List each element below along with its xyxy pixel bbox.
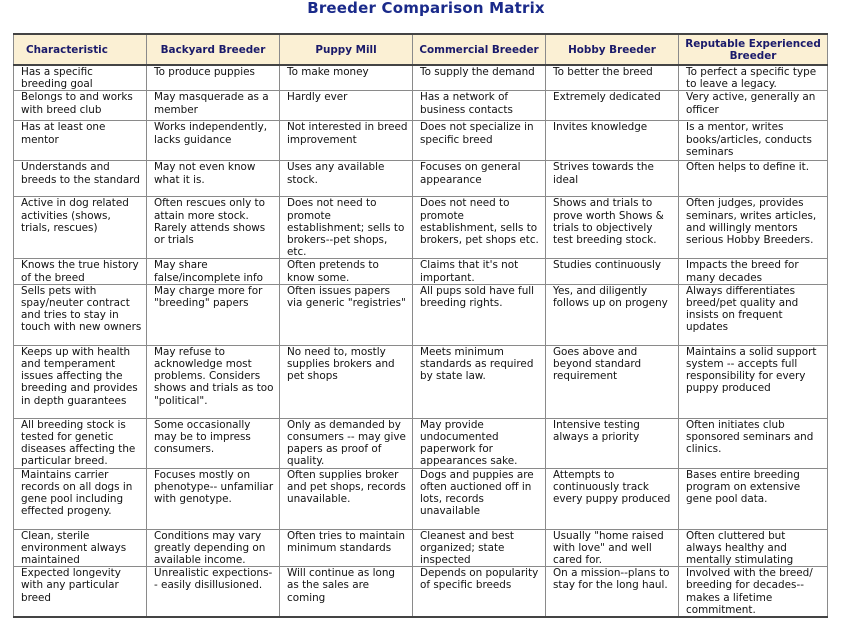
table-cell: Hardly ever <box>280 91 413 121</box>
table-cell: Focuses on general appearance <box>413 161 546 197</box>
table-cell: Some occasionally may be to impress consumers. <box>147 418 280 468</box>
table-cell: Often rescues only to attain more stock. Rarely attends shows or trials <box>147 197 280 259</box>
table-cell: Involved with the breed/ breeding for decades--makes a lifetime commitment. <box>679 567 828 617</box>
table-cell: Sells pets with spay/neuter contract and tries to stay in touch with new owners <box>14 284 147 345</box>
table-cell: To produce puppies <box>147 65 280 91</box>
table-row <box>14 91 828 121</box>
table-cell: Meets minimum standards as required by state law. <box>413 345 546 418</box>
comparison-table <box>13 33 828 618</box>
table-cell: Attempts to continuously track every puppy produced <box>546 468 679 529</box>
table-cell: Shows and trials to prove worth Shows & trials to objectively test breeding stock. <box>546 197 679 259</box>
table-cell: Intensive testing always a priority <box>546 418 679 468</box>
table-cell: Not interested in breed improvement <box>280 121 413 161</box>
table-cell: Often judges, provides seminars, writes articles, and willingly mentors serious Hobby Breeders. <box>679 197 828 259</box>
table-row <box>14 529 828 567</box>
table-row <box>14 567 828 617</box>
table-cell: To better the breed <box>546 65 679 91</box>
table-cell: Depends on popularity of specific breeds <box>413 567 546 617</box>
column-header-puppy-mill: Puppy Mill <box>280 34 413 65</box>
table-cell: Expected longevity with any particular breed <box>14 567 147 617</box>
table-cell: Focuses mostly on phenotype-- unfamiliar with genotype. <box>147 468 280 529</box>
table-cell: Invites knowledge <box>546 121 679 161</box>
table-cell: May share false/incomplete info <box>147 259 280 284</box>
table-cell: Will continue as long as the sales are coming <box>280 567 413 617</box>
table-cell: Belongs to and works with breed club <box>14 91 147 121</box>
table-cell: Often helps to define it. <box>679 161 828 197</box>
table-cell: Has a specific breeding goal <box>14 65 147 91</box>
table-cell: Bases entire breeding program on extensive gene pool data. <box>679 468 828 529</box>
table-cell: Knows the true history of the breed <box>14 259 147 284</box>
page-title: Breeder Comparison Matrix <box>307 0 545 17</box>
table-cell: Usually "home raised with love" and well cared for. <box>546 529 679 567</box>
column-header-hobby: Hobby Breeder <box>546 34 679 65</box>
table-cell: Keeps up with health and temperament issues affecting the breeding and provides in depth guarantees <box>14 345 147 418</box>
header-row <box>14 34 828 65</box>
table-row <box>14 284 828 345</box>
table-cell: Studies continuously <box>546 259 679 284</box>
table-row <box>14 121 828 161</box>
table-cell: Always differentiates breed/pet quality and insists on frequent updates <box>679 284 828 345</box>
table-row <box>14 259 828 284</box>
table-cell: Often supplies broker and pet shops, records unavailable. <box>280 468 413 529</box>
table-cell: Claims that it's not important. <box>413 259 546 284</box>
table-cell: No need to, mostly supplies brokers and pet shops <box>280 345 413 418</box>
table-cell: Maintains carrier records on all dogs in gene pool including effected progeny. <box>14 468 147 529</box>
table-row <box>14 197 828 259</box>
table-cell: Extremely dedicated <box>546 91 679 121</box>
table-cell: May provide undocumented paperwork for appearances sake. <box>413 418 546 468</box>
table-cell: Active in dog related activities (shows, trials, rescues) <box>14 197 147 259</box>
table-cell: Does not specialize in specific breed <box>413 121 546 161</box>
table-cell: Does not need to promote establishment; sells to brokers--pet shops, etc. <box>280 197 413 259</box>
table-row <box>14 468 828 529</box>
column-header-reputable: Reputable Experienced Breeder <box>679 34 828 65</box>
table-cell: Often initiates club sponsored seminars and clinics. <box>679 418 828 468</box>
column-header-backyard: Backyard Breeder <box>147 34 280 65</box>
table-cell: May refuse to acknowledge most problems. Considers shows and trials as too "political". <box>147 345 280 418</box>
table-cell: Is a mentor, writes books/articles, conducts seminars <box>679 121 828 161</box>
table-cell: Strives towards the ideal <box>546 161 679 197</box>
table-cell: Understands and breeds to the standard <box>14 161 147 197</box>
table-row <box>14 161 828 197</box>
table-cell: Unrealistic expections-- easily disillusioned. <box>147 567 280 617</box>
table-cell: Does not need to promote establishment, sells to brokers, pet shops etc. <box>413 197 546 259</box>
table-cell: To perfect a specific type to leave a legacy. <box>679 65 828 91</box>
column-header-commercial: Commercial Breeder <box>413 34 546 65</box>
table-cell: On a mission--plans to stay for the long haul. <box>546 567 679 617</box>
table-cell: Uses any available stock. <box>280 161 413 197</box>
table-cell: Very active, generally an officer <box>679 91 828 121</box>
table-cell: Yes, and diligently follows up on progeny <box>546 284 679 345</box>
table-cell: To supply the demand <box>413 65 546 91</box>
table-cell: May charge more for "breeding" papers <box>147 284 280 345</box>
table-cell: All breeding stock is tested for genetic diseases affecting the particular breed. <box>14 418 147 468</box>
table-cell: Conditions may vary greatly depending on available income. <box>147 529 280 567</box>
table-cell: Maintains a solid support system -- accepts full responsibility for every puppy produced <box>679 345 828 418</box>
table-cell: Often issues papers via generic "registries" <box>280 284 413 345</box>
table-cell: Impacts the breed for many decades <box>679 259 828 284</box>
column-header-characteristic: Characteristic <box>14 34 147 65</box>
table-cell: Often tries to maintain minimum standards <box>280 529 413 567</box>
table-row <box>14 65 828 91</box>
table-cell: All pups sold have full breeding rights. <box>413 284 546 345</box>
table-cell: Goes above and beyond standard requirement <box>546 345 679 418</box>
table-cell: Works independently, lacks guidance <box>147 121 280 161</box>
table-cell: Has a network of business contacts <box>413 91 546 121</box>
table-cell: Only as demanded by consumers -- may give papers as proof of quality. <box>280 418 413 468</box>
table-cell: May masquerade as a member <box>147 91 280 121</box>
table-cell: Dogs and puppies are often auctioned off in lots, records unavailable <box>413 468 546 529</box>
table-cell: Often cluttered but always healthy and mentally stimulating <box>679 529 828 567</box>
table-cell: Has at least one mentor <box>14 121 147 161</box>
table-cell: Often pretends to know some. <box>280 259 413 284</box>
table-cell: Clean, sterile environment always maintained <box>14 529 147 567</box>
table-cell: To make money <box>280 65 413 91</box>
table-cell: May not even know what it is. <box>147 161 280 197</box>
table-row <box>14 418 828 468</box>
table-cell: Cleanest and best organized; state inspected <box>413 529 546 567</box>
table-row <box>14 345 828 418</box>
